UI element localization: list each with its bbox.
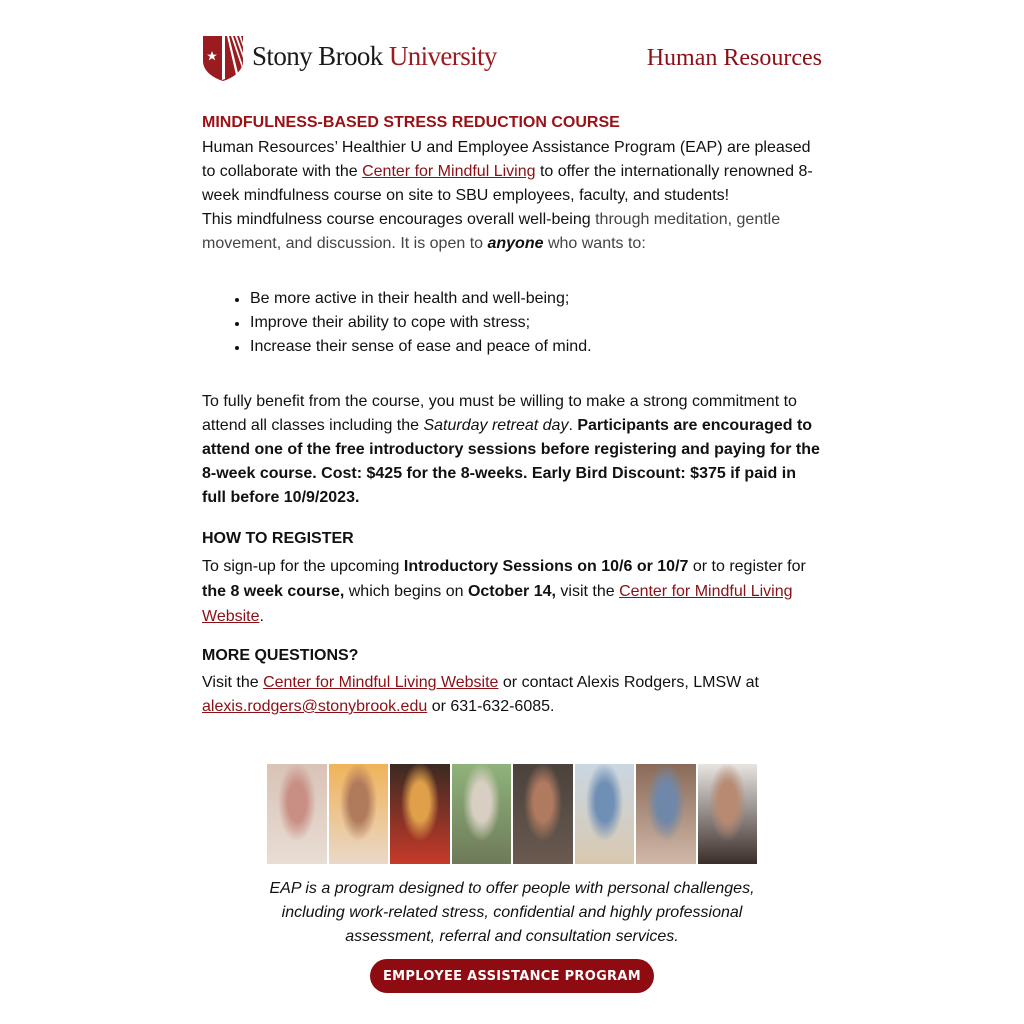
start-date: October 14, xyxy=(467,583,556,600)
logo-text-stony-brook: Stony Brook xyxy=(252,40,389,71)
text: This mindfulness course encourages overall well-being xyxy=(202,211,596,228)
intro-paragraph-2 xyxy=(202,208,822,256)
employee-assistance-program-button[interactable]: EMPLOYEE ASSISTANCE PROGRAM xyxy=(370,959,654,993)
text: which begins on xyxy=(344,583,468,600)
intro-paragraphs xyxy=(202,136,822,256)
list-item: Increase their sense of ease and peace of mind. xyxy=(250,335,592,359)
text: who wants to: xyxy=(543,235,646,252)
email-link[interactable]: alexis.rodgers@stonybrook.edu xyxy=(202,698,428,715)
text: through meditation, gentle movement, and discussion. It is open to xyxy=(202,211,781,252)
text: or contact Alexis Rodgers, LMSW at xyxy=(498,674,759,691)
text: to offer the internationally renowned 8-week mindfulness course on site to SBU employees, faculty, and students! xyxy=(202,163,813,204)
cost-details: Participants are encouraged to attend one of the free introductory sessions before registering and paying for the 8-week course. Cost: $425 for the 8-weeks. Early Bird Discount: $375 if paid in full before 10/9/2023. xyxy=(202,417,820,506)
logo-text-university: University xyxy=(388,40,497,71)
questions-paragraph xyxy=(202,671,822,719)
course-title: MINDFULNESS-BASED STRESS REDUCTION COURSE xyxy=(202,114,620,131)
photo-woman-laughing-with-towel xyxy=(698,764,758,864)
center-for-mindful-living-link[interactable]: Center for Mindful Living xyxy=(362,163,536,180)
center-website-link[interactable]: Center for Mindful Living Website xyxy=(202,583,793,625)
photo-hands-together xyxy=(513,764,573,864)
text: or 631-632-6085. xyxy=(427,698,555,715)
text: . xyxy=(259,608,264,625)
commitment-paragraph xyxy=(202,390,822,510)
stony-brook-logo[interactable] xyxy=(202,33,497,81)
photo-woman-with-glasses-smiling xyxy=(267,764,327,864)
text: Visit the xyxy=(202,674,264,691)
text: To fully benefit from the course, you must be willing to make a strong commitment to attend all classes including the xyxy=(202,393,797,434)
register-paragraph xyxy=(202,554,812,629)
shield-icon xyxy=(202,33,244,81)
photo-family-hugging-sunlight xyxy=(329,764,389,864)
text: Human Resources’ Healthier U and Employee Assistance Program (EAP) are pleased to collaborate with the xyxy=(202,139,811,180)
saturday-retreat-text: Saturday retreat day xyxy=(423,417,569,434)
eap-description: EAP is a program designed to offer people with personal challenges, including work-related stress, confidential and highly professional assessment, referral and consultation services. xyxy=(269,880,755,945)
photo-strip xyxy=(267,764,757,864)
course-name: the 8 week course, xyxy=(202,583,345,600)
list-item: Be more active in their health and well-being; xyxy=(250,287,592,311)
center-website-link-2[interactable]: Center for Mindful Living Website xyxy=(263,674,499,691)
text: or to register for xyxy=(688,558,806,575)
benefits-list xyxy=(250,287,592,359)
department-title: Human Resources xyxy=(646,45,822,71)
photo-woman-face-to-sun xyxy=(452,764,512,864)
email-body xyxy=(202,0,822,984)
how-to-register-heading: HOW TO REGISTER xyxy=(202,530,354,547)
more-questions-heading: MORE QUESTIONS? xyxy=(202,647,359,664)
text: . xyxy=(568,417,578,434)
text: visit the xyxy=(555,583,620,600)
intro-sessions-dates: Introductory Sessions on 10/6 or 10/7 xyxy=(403,558,689,575)
photo-grandfather-and-child xyxy=(636,764,696,864)
photo-woman-dancing-on-beach xyxy=(575,764,635,864)
header xyxy=(202,0,822,100)
text: To sign-up for the upcoming xyxy=(202,558,404,575)
photo-woman-with-rainbow-scarf xyxy=(390,764,450,864)
list-item: Improve their ability to cope with stress; xyxy=(250,311,592,335)
emphasis-anyone: anyone xyxy=(487,235,544,252)
intro-paragraph-1 xyxy=(202,136,822,208)
university-name xyxy=(252,40,497,71)
